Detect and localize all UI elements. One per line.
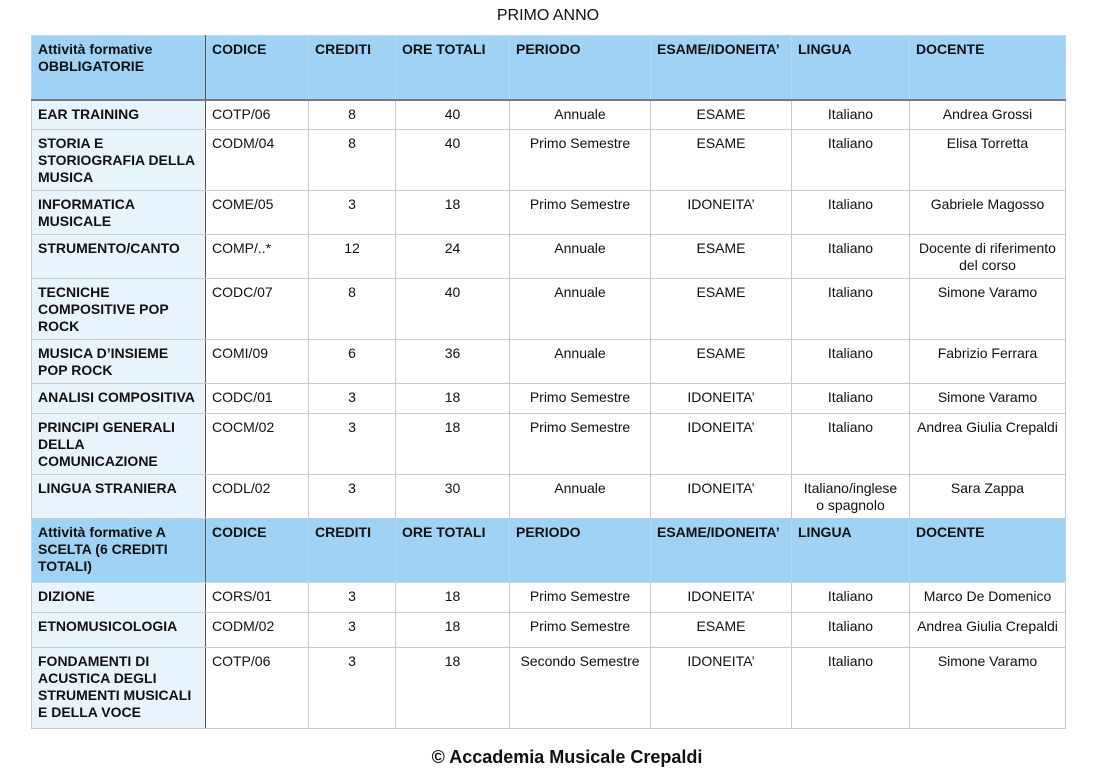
cell-teacher: Simone Varamo [910,279,1066,340]
cell-language: Italiano [792,414,910,475]
cell-language: Italiano [792,100,910,130]
cell-code: COMP/..* [206,235,309,279]
cell-period: Annuale [510,279,651,340]
cell-period: Annuale [510,235,651,279]
cell-credits: 3 [309,384,396,414]
cell-credits: 8 [309,279,396,340]
table-row [32,130,1066,191]
cell-teacher: Simone Varamo [910,648,1066,729]
cell-credits: 6 [309,340,396,384]
cell-exam: ESAME [651,613,792,648]
table-row [32,613,1066,648]
cell-hours: 18 [396,613,510,648]
cell-code: COCM/02 [206,414,309,475]
header-periodo: PERIODO [510,36,651,100]
cell-exam: IDONEITA’ [651,648,792,729]
cell-period: Primo Semestre [510,384,651,414]
header-label: Attività formative A SCELTA (6 CREDITI TOTALI) [32,519,206,583]
cell-subject: EAR TRAINING [32,100,206,130]
cell-credits: 3 [309,414,396,475]
cell-exam: IDONEITA’ [651,384,792,414]
cell-hours: 40 [396,100,510,130]
cell-teacher: Fabrizio Ferrara [910,340,1066,384]
cell-credits: 3 [309,613,396,648]
page-title: PRIMO ANNO [496,7,600,24]
cell-hours: 18 [396,583,510,613]
header-esame: ESAME/IDONEITA’ [651,36,792,100]
cell-exam: ESAME [651,235,792,279]
header-label: Attività formative OBBLIGATORIE [32,36,206,100]
cell-teacher: Marco De Domenico [910,583,1066,613]
header-esame: ESAME/IDONEITA’ [651,519,792,583]
table-row [32,414,1066,475]
header-crediti: CREDITI [309,36,396,100]
cell-code: COMI/09 [206,340,309,384]
header-row-elective [32,519,1066,583]
cell-exam: ESAME [651,279,792,340]
cell-code: COTP/06 [206,100,309,130]
header-row-mandatory [32,36,1066,100]
cell-code: CODC/07 [206,279,309,340]
cell-hours: 18 [396,414,510,475]
header-codice: CODICE [206,36,309,100]
cell-language: Italiano [792,279,910,340]
cell-hours: 40 [396,279,510,340]
cell-code: COME/05 [206,191,309,235]
cell-language: Italiano [792,613,910,648]
cell-subject: ETNOMUSICOLOGIA [32,613,206,648]
cell-code: CODM/04 [206,130,309,191]
cell-teacher: Andrea Giulia Crepaldi [910,414,1066,475]
cell-credits: 12 [309,235,396,279]
cell-subject: DIZIONE [32,583,206,613]
cell-teacher: Simone Varamo [910,384,1066,414]
cell-period: Annuale [510,340,651,384]
cell-teacher: Andrea Grossi [910,100,1066,130]
cell-exam: ESAME [651,340,792,384]
cell-language: Italiano/inglese o spagnolo [792,475,910,519]
cell-subject: STORIA E STORIOGRAFIA DELLA MUSICA [32,130,206,191]
header-codice: CODICE [206,519,309,583]
table-row [32,191,1066,235]
cell-subject: LINGUA STRANIERA [32,475,206,519]
cell-subject: STRUMENTO/CANTO [32,235,206,279]
cell-exam: IDONEITA’ [651,414,792,475]
cell-hours: 30 [396,475,510,519]
cell-subject: PRINCIPI GENERALI DELLA COMUNICAZIONE [32,414,206,475]
cell-hours: 24 [396,235,510,279]
cell-hours: 40 [396,130,510,191]
cell-language: Italiano [792,583,910,613]
header-docente: DOCENTE [910,36,1066,100]
cell-period: Annuale [510,475,651,519]
cell-exam: IDONEITA’ [651,191,792,235]
cell-credits: 8 [309,130,396,191]
cell-credits: 8 [309,100,396,130]
table-row [32,100,1066,130]
cell-teacher: Gabriele Magosso [910,191,1066,235]
header-periodo: PERIODO [510,519,651,583]
cell-period: Primo Semestre [510,130,651,191]
cell-hours: 18 [396,648,510,729]
cell-code: COTP/06 [206,648,309,729]
cell-credits: 3 [309,583,396,613]
cell-period: Primo Semestre [510,613,651,648]
cell-hours: 18 [396,191,510,235]
table-row [32,340,1066,384]
header-ore: ORE TOTALI [396,36,510,100]
course-table [31,35,1066,729]
cell-subject: ANALISI COMPOSITIVA [32,384,206,414]
cell-code: CODM/02 [206,613,309,648]
header-ore: ORE TOTALI [396,519,510,583]
cell-period: Primo Semestre [510,583,651,613]
cell-language: Italiano [792,191,910,235]
cell-subject: MUSICA D’INSIEME POP ROCK [32,340,206,384]
cell-exam: IDONEITA’ [651,475,792,519]
cell-teacher: Sara Zappa [910,475,1066,519]
cell-period: Primo Semestre [510,191,651,235]
header-docente: DOCENTE [910,519,1066,583]
cell-credits: 3 [309,648,396,729]
table-row [32,384,1066,414]
header-lingua: LINGUA [792,36,910,100]
cell-subject: FONDAMENTI DI ACUSTICA DEGLI STRUMENTI MUSICALI E DELLA VOCE [32,648,206,729]
copyright-footer: © Accademia Musicale Crepaldi [431,747,703,767]
header-crediti: CREDITI [309,519,396,583]
cell-code: CODL/02 [206,475,309,519]
cell-language: Italiano [792,648,910,729]
cell-exam: IDONEITA’ [651,583,792,613]
header-lingua: LINGUA [792,519,910,583]
cell-language: Italiano [792,130,910,191]
cell-teacher: Andrea Giulia Crepaldi [910,613,1066,648]
cell-credits: 3 [309,475,396,519]
cell-exam: ESAME [651,130,792,191]
cell-period: Annuale [510,100,651,130]
cell-period: Secondo Semestre [510,648,651,729]
table-row [32,475,1066,519]
cell-code: CORS/01 [206,583,309,613]
table-row [32,648,1066,729]
cell-subject: TECNICHE COMPOSITIVE POP ROCK [32,279,206,340]
cell-credits: 3 [309,191,396,235]
cell-language: Italiano [792,384,910,414]
cell-code: CODC/01 [206,384,309,414]
table-row [32,279,1066,340]
cell-exam: ESAME [651,100,792,130]
cell-hours: 36 [396,340,510,384]
table-row [32,235,1066,279]
cell-teacher: Elisa Torretta [910,130,1066,191]
cell-subject: INFORMATICA MUSICALE [32,191,206,235]
cell-language: Italiano [792,235,910,279]
cell-period: Primo Semestre [510,414,651,475]
table-row [32,583,1066,613]
cell-teacher: Docente di riferimento del corso [910,235,1066,279]
cell-hours: 18 [396,384,510,414]
cell-language: Italiano [792,340,910,384]
